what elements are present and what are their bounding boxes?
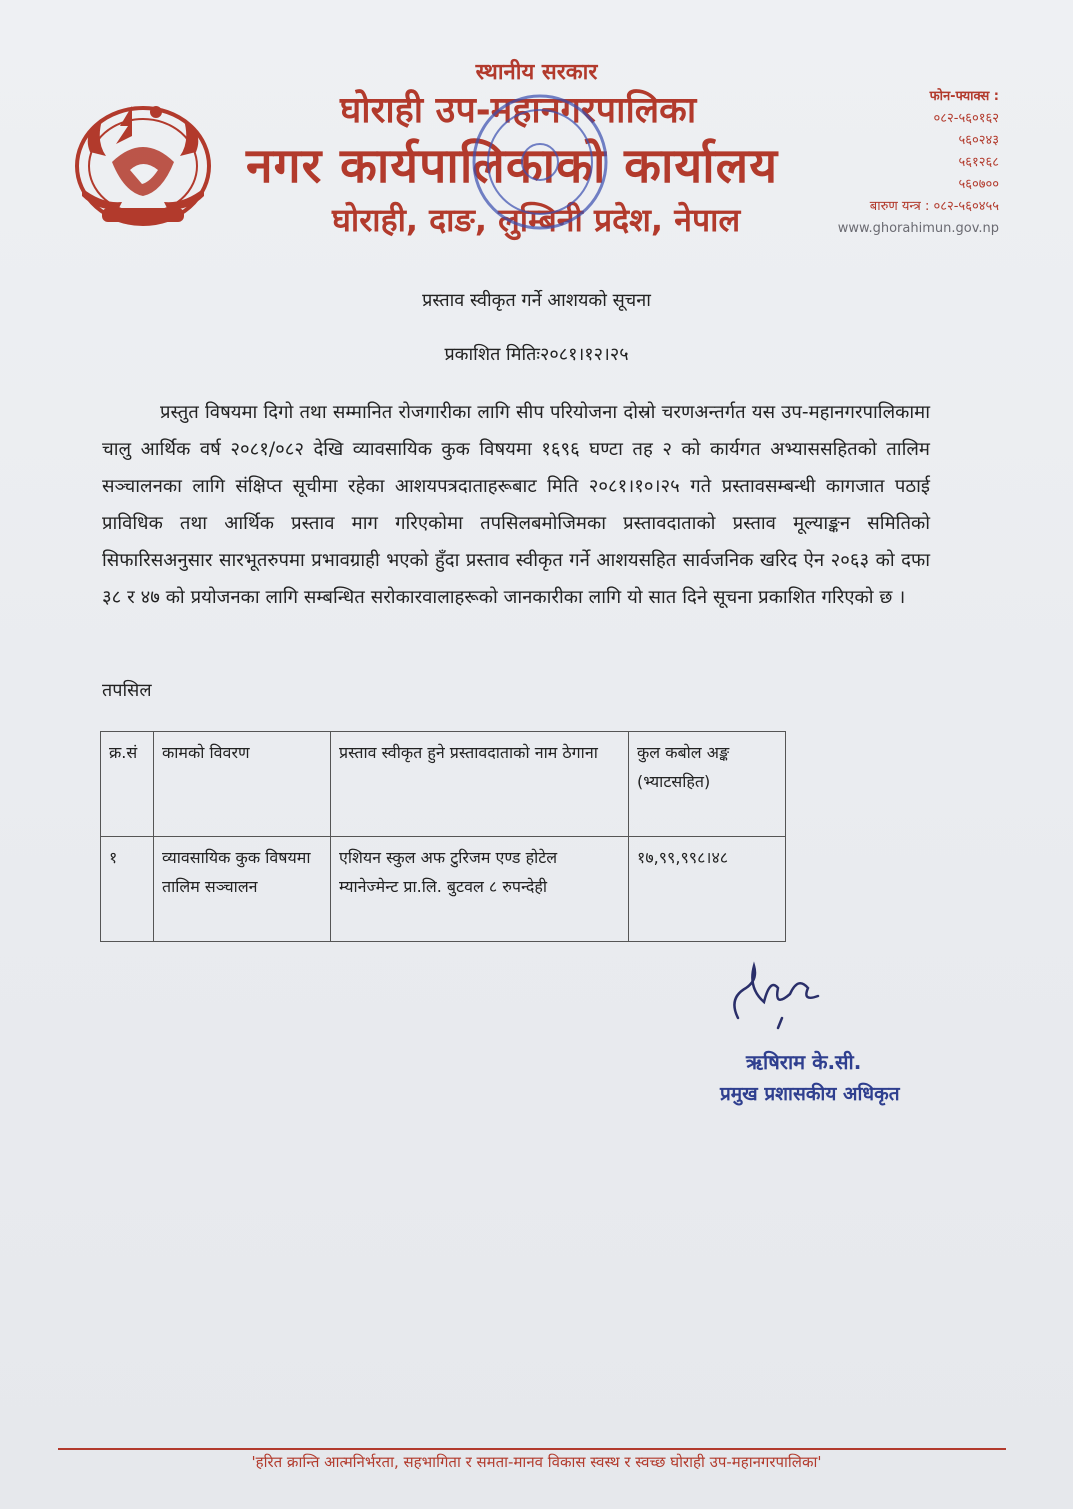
table-header-cell: प्रस्ताव स्वीकृत हुने प्रस्तावदाताको नाम ठेगाना — [331, 732, 629, 837]
table-row — [101, 837, 786, 942]
published-date: प्रकाशित मितिः२०८१।१२।२५ — [444, 344, 629, 365]
letterhead-local-government: स्थानीय सरकार — [475, 60, 598, 85]
table-cell-amount: १७,९९,९९८।४८ — [629, 837, 786, 942]
table-header-row — [101, 732, 786, 837]
notice-body: प्रस्तुत विषयमा दिगो तथा सम्मानित रोजगारीका लागि सीप परियोजना दोस्रो चरणअन्तर्गत यस उप-महानगरपालिकामा चालु आर्थिक वर्ष २०८१/०८२ देखि व्यावसायिक कुक विषयमा १६९६ घण्टा तह २ को कार्यगत अभ्याससहितको तालिम सञ्चालनका लागि संक्षिप्त सूचीमा रहेका आशयपत्रदाताहरूबाट मिति २०८१।१०।२५ गते प्रस्तावसम्बन्धी कागजात पठाई प्राविधिक तथा आर्थिक प्रस्ताव माग गरिएकोमा तपसिलबमोजिमका प्रस्तावदाताको प्रस्ताव मूल्याङ्कन समितिको सिफारिसअनुसार सारभूतरुपमा प्रभावग्राही भएको हुँदा प्रस्ताव स्वीकृत गर्ने आशयसहित सार्वजनिक खरिद ऐन २०६३ को दफा ३८ र ४७ को प्रयोजनका लागि सम्बन्धित सरोकारवालाहरूको जानकारीका लागि यो सात दिने सूचना प्रकाशित गरिएको छ । — [102, 402, 930, 608]
footer-motto: 'हरित क्रान्ति आत्मनिर्भरता, सहभागिता र समता-मानव विकास स्वस्थ र स्वच्छ घोराही उप-महानगरपालिका' — [251, 1453, 822, 1471]
phone-fax-label: फोन-फ्याक्स : — [929, 89, 999, 104]
phone-number: ०८२-५६०१६२ — [933, 111, 999, 126]
signatory-name: ऋषिराम के.सी. — [746, 1050, 862, 1074]
table-header-cell: कामको विवरण — [154, 732, 331, 837]
schedule-label: तपसिल — [102, 680, 152, 701]
phone-number: ५६०२४३ — [958, 133, 999, 148]
table-cell-work: व्यावसायिक कुक विषयमा तालिम सञ्चालन — [154, 837, 331, 942]
fire-brigade-number: बारुण यन्त्र : ०८२-५६०४५५ — [869, 199, 999, 214]
footer-divider — [58, 1448, 1006, 1450]
letterhead-address: घोराही, दाङ, लुम्बिनी प्रदेश, नेपाल — [332, 201, 741, 239]
schedule-table — [100, 731, 786, 942]
contact-block — [838, 86, 999, 240]
website-link[interactable]: www.ghorahimun.gov.np — [837, 221, 999, 236]
signatory-title: प्रमुख प्रशासकीय अधिकृत — [720, 1083, 900, 1105]
table-cell-serial: १ — [101, 837, 154, 942]
phone-number: ५६१२६८ — [958, 155, 999, 170]
handwritten-signature-icon — [718, 958, 838, 1038]
letterhead-municipality-name: घोराही उप-महानगरपालिका — [340, 90, 697, 131]
table-header-cell: कुल कबोल अङ्क (भ्याटसहित) — [629, 732, 786, 837]
table-header-cell: क्र.सं — [101, 732, 154, 837]
phone-number: ५६०७०० — [958, 177, 999, 192]
notice-subject: प्रस्ताव स्वीकृत गर्ने आशयको सूचना — [422, 290, 651, 311]
nepal-emblem-icon — [62, 92, 224, 240]
table-cell-bidder: एशियन स्कुल अफ टुरिजम एण्ड होटेल म्यानेज्मेन्ट प्रा.लि. बुटवल ८ रुपन्देही — [331, 837, 629, 942]
office-stamp-icon — [462, 84, 618, 240]
letterhead-office-name: नगर कार्यपालिकाको कार्यालय — [246, 138, 779, 194]
